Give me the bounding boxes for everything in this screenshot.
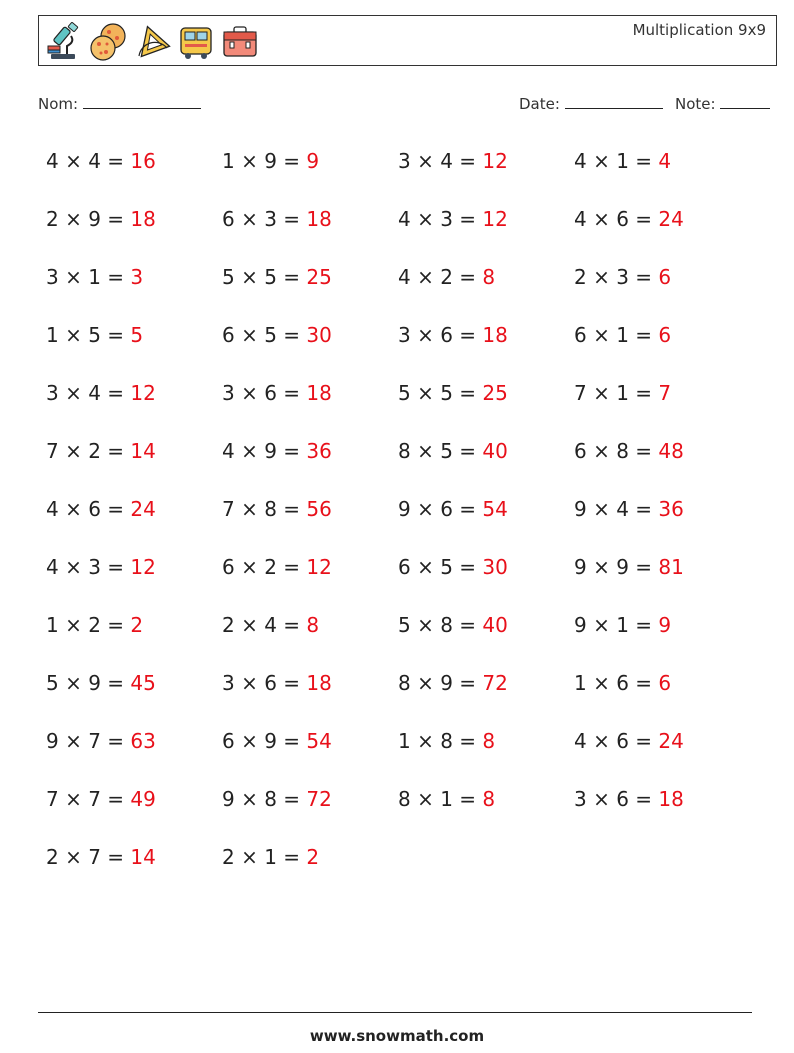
problem-question: 7 × 7 = xyxy=(46,787,131,811)
name-field xyxy=(38,94,201,113)
problem-question: 4 × 3 = xyxy=(398,207,483,231)
date-label: Date: xyxy=(519,95,560,113)
problem-answer: 12 xyxy=(482,207,508,231)
problem-item xyxy=(574,319,750,377)
problem-answer: 8 xyxy=(306,613,320,637)
school-bus-icon xyxy=(177,22,215,62)
problem-question: 1 × 9 = xyxy=(222,149,307,173)
problem-answer: 25 xyxy=(482,381,508,405)
problem-item xyxy=(222,319,398,377)
problem-question: 2 × 7 = xyxy=(46,845,131,869)
problem-answer: 12 xyxy=(306,555,332,579)
problem-answer: 18 xyxy=(306,207,332,231)
problem-answer: 18 xyxy=(306,671,332,695)
problem-answer: 16 xyxy=(130,149,156,173)
problem-item xyxy=(222,435,398,493)
problem-answer: 30 xyxy=(306,323,332,347)
problem-item xyxy=(574,203,750,261)
problem-item xyxy=(574,145,750,203)
problem-answer: 30 xyxy=(482,555,508,579)
problem-item xyxy=(398,493,574,551)
problem-question: 7 × 2 = xyxy=(46,439,131,463)
problem-question: 3 × 4 = xyxy=(46,381,131,405)
problem-question: 6 × 1 = xyxy=(574,323,659,347)
problem-answer: 54 xyxy=(482,497,508,521)
problem-question: 9 × 9 = xyxy=(574,555,659,579)
problem-item xyxy=(398,203,574,261)
protractor-icon xyxy=(133,22,171,62)
problem-row xyxy=(46,783,766,841)
problem-answer: 45 xyxy=(130,671,156,695)
problem-row xyxy=(46,435,766,493)
problem-item xyxy=(398,261,574,319)
problem-question: 6 × 3 = xyxy=(222,207,307,231)
problem-answer: 14 xyxy=(130,845,156,869)
problem-item xyxy=(46,145,222,203)
problem-question: 8 × 9 = xyxy=(398,671,483,695)
problem-item xyxy=(46,841,222,899)
problem-row xyxy=(46,261,766,319)
problem-item xyxy=(574,551,750,609)
date-field xyxy=(519,94,663,113)
problem-item xyxy=(574,261,750,319)
briefcase-icon xyxy=(221,22,259,62)
problem-answer: 36 xyxy=(658,497,684,521)
problem-question: 2 × 1 = xyxy=(222,845,307,869)
problem-item xyxy=(222,783,398,841)
problem-item xyxy=(574,725,750,783)
header-icons xyxy=(45,22,259,62)
problem-item xyxy=(222,203,398,261)
problem-question: 8 × 5 = xyxy=(398,439,483,463)
problem-item xyxy=(222,609,398,667)
problem-row xyxy=(46,377,766,435)
problem-question: 5 × 8 = xyxy=(398,613,483,637)
problem-row xyxy=(46,609,766,667)
footer-divider xyxy=(38,1012,752,1013)
note-line[interactable] xyxy=(720,94,770,109)
problem-question: 4 × 2 = xyxy=(398,265,483,289)
problem-item xyxy=(46,725,222,783)
problem-item xyxy=(222,725,398,783)
problem-answer: 9 xyxy=(306,149,320,173)
name-label: Nom: xyxy=(38,95,79,113)
problem-item xyxy=(398,551,574,609)
problem-question: 3 × 4 = xyxy=(398,149,483,173)
problem-item xyxy=(574,783,750,841)
problem-answer: 40 xyxy=(482,613,508,637)
problem-question: 3 × 6 = xyxy=(398,323,483,347)
problem-question: 6 × 9 = xyxy=(222,729,307,753)
problem-question: 5 × 9 = xyxy=(46,671,131,695)
problem-item xyxy=(46,435,222,493)
problem-question: 2 × 4 = xyxy=(222,613,307,637)
problem-question: 6 × 8 = xyxy=(574,439,659,463)
problem-answer: 12 xyxy=(130,381,156,405)
problem-question: 1 × 2 = xyxy=(46,613,131,637)
problem-row xyxy=(46,667,766,725)
problem-question: 4 × 4 = xyxy=(46,149,131,173)
problem-row xyxy=(46,319,766,377)
problem-item xyxy=(222,145,398,203)
microscope-icon xyxy=(45,22,83,62)
problem-answer: 24 xyxy=(658,207,684,231)
problem-answer: 2 xyxy=(306,845,320,869)
problem-item xyxy=(46,261,222,319)
problem-question: 4 × 9 = xyxy=(222,439,307,463)
problem-question: 1 × 8 = xyxy=(398,729,483,753)
problem-item xyxy=(222,551,398,609)
problem-answer: 6 xyxy=(658,265,672,289)
problem-answer: 36 xyxy=(306,439,332,463)
note-field xyxy=(675,94,770,113)
problem-answer: 56 xyxy=(306,497,332,521)
problem-item xyxy=(222,841,398,899)
problem-item xyxy=(46,551,222,609)
problem-row xyxy=(46,841,766,899)
problem-answer: 8 xyxy=(482,265,496,289)
problem-answer: 12 xyxy=(482,149,508,173)
problem-item xyxy=(398,435,574,493)
problem-item xyxy=(46,203,222,261)
header-box xyxy=(38,15,777,66)
problem-answer: 9 xyxy=(658,613,672,637)
problem-item xyxy=(46,667,222,725)
problem-question: 4 × 6 = xyxy=(46,497,131,521)
problem-item xyxy=(46,783,222,841)
problem-answer: 24 xyxy=(658,729,684,753)
problem-item xyxy=(398,145,574,203)
problem-question: 3 × 6 = xyxy=(222,671,307,695)
problem-question: 7 × 1 = xyxy=(574,381,659,405)
problem-question: 6 × 2 = xyxy=(222,555,307,579)
problem-question: 1 × 5 = xyxy=(46,323,131,347)
problem-answer: 81 xyxy=(658,555,684,579)
problem-item xyxy=(398,725,574,783)
problem-item xyxy=(222,493,398,551)
problem-question: 4 × 1 = xyxy=(574,149,659,173)
problem-answer: 24 xyxy=(130,497,156,521)
problem-question: 6 × 5 = xyxy=(222,323,307,347)
problem-question: 4 × 6 = xyxy=(574,729,659,753)
problem-question: 3 × 6 = xyxy=(574,787,659,811)
problem-item xyxy=(46,377,222,435)
problem-answer: 48 xyxy=(658,439,684,463)
problem-row xyxy=(46,725,766,783)
problem-row xyxy=(46,493,766,551)
problem-item xyxy=(222,667,398,725)
problem-item xyxy=(222,261,398,319)
problem-answer: 5 xyxy=(130,323,144,347)
problem-answer: 7 xyxy=(658,381,672,405)
problem-question: 4 × 6 = xyxy=(574,207,659,231)
problem-item xyxy=(574,667,750,725)
problem-question: 2 × 3 = xyxy=(574,265,659,289)
name-line[interactable] xyxy=(83,94,201,109)
problem-item xyxy=(398,783,574,841)
problem-item xyxy=(46,319,222,377)
problem-answer: 18 xyxy=(130,207,156,231)
problem-answer: 72 xyxy=(482,671,508,695)
problem-question: 9 × 1 = xyxy=(574,613,659,637)
problem-question: 1 × 6 = xyxy=(574,671,659,695)
problem-question: 3 × 6 = xyxy=(222,381,307,405)
cookies-icon xyxy=(89,22,127,62)
problem-item xyxy=(398,609,574,667)
problem-row xyxy=(46,203,766,261)
problem-item xyxy=(46,493,222,551)
problem-answer: 49 xyxy=(130,787,156,811)
problem-answer: 2 xyxy=(130,613,144,637)
problem-answer: 18 xyxy=(306,381,332,405)
problem-question: 6 × 5 = xyxy=(398,555,483,579)
problem-answer: 8 xyxy=(482,729,496,753)
problem-question: 8 × 1 = xyxy=(398,787,483,811)
problem-answer: 14 xyxy=(130,439,156,463)
problem-answer: 40 xyxy=(482,439,508,463)
problem-grid xyxy=(46,145,766,899)
problem-row xyxy=(46,145,766,203)
problem-question: 9 × 7 = xyxy=(46,729,131,753)
problem-item xyxy=(574,435,750,493)
problem-answer: 4 xyxy=(658,149,672,173)
problem-question: 9 × 8 = xyxy=(222,787,307,811)
problem-question: 5 × 5 = xyxy=(222,265,307,289)
problem-answer: 18 xyxy=(658,787,684,811)
problem-item xyxy=(398,319,574,377)
problem-answer: 25 xyxy=(306,265,332,289)
problem-question: 3 × 1 = xyxy=(46,265,131,289)
problem-question: 2 × 9 = xyxy=(46,207,131,231)
problem-item xyxy=(574,377,750,435)
problem-answer: 72 xyxy=(306,787,332,811)
problem-answer: 8 xyxy=(482,787,496,811)
problem-item xyxy=(574,493,750,551)
problem-row xyxy=(46,551,766,609)
problem-item xyxy=(398,667,574,725)
problem-answer: 3 xyxy=(130,265,144,289)
worksheet-title: Multiplication 9x9 xyxy=(632,21,766,39)
problem-answer: 63 xyxy=(130,729,156,753)
problem-item xyxy=(222,377,398,435)
problem-question: 9 × 6 = xyxy=(398,497,483,521)
problem-answer: 6 xyxy=(658,323,672,347)
problem-answer: 12 xyxy=(130,555,156,579)
footer-url: www.snowmath.com xyxy=(309,1027,485,1045)
problem-question: 7 × 8 = xyxy=(222,497,307,521)
problem-item xyxy=(574,609,750,667)
problem-question: 9 × 4 = xyxy=(574,497,659,521)
problem-question: 5 × 5 = xyxy=(398,381,483,405)
problem-answer: 6 xyxy=(658,671,672,695)
problem-answer: 54 xyxy=(306,729,332,753)
date-line[interactable] xyxy=(565,94,663,109)
note-label: Note: xyxy=(675,95,716,113)
problem-item xyxy=(398,377,574,435)
problem-question: 4 × 3 = xyxy=(46,555,131,579)
problem-answer: 18 xyxy=(482,323,508,347)
problem-item xyxy=(46,609,222,667)
